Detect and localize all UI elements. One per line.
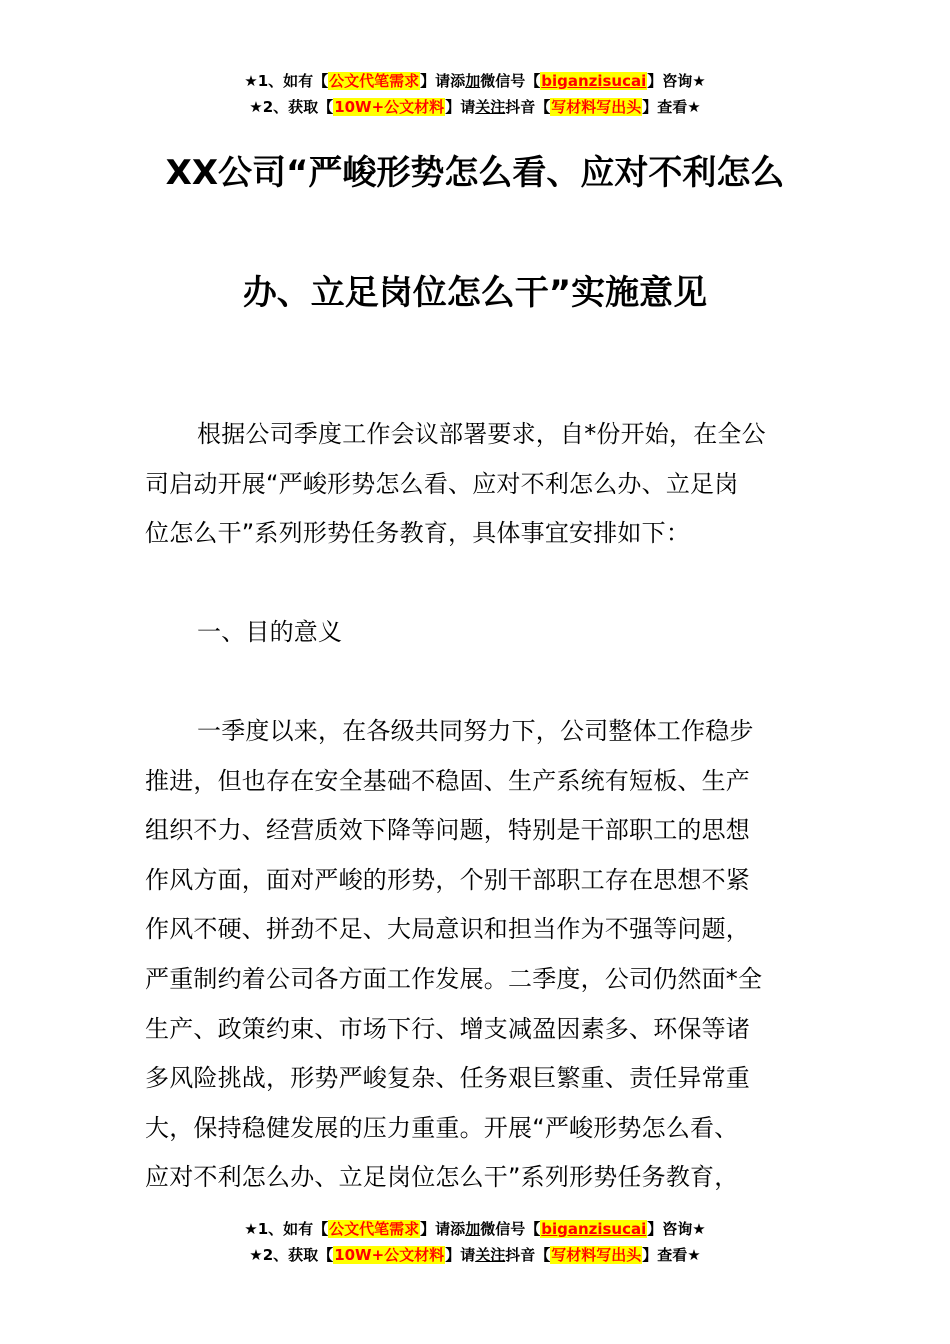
intro-paragraph	[145, 410, 810, 559]
banner-text: 】查看★	[642, 1246, 701, 1264]
banner-text: 】查看★	[642, 98, 701, 116]
highlight-materials: 10W+公文材料	[334, 1246, 445, 1264]
top-banner	[0, 68, 950, 120]
banner-line-2	[0, 1242, 950, 1268]
highlight-douyin: 写材料写出头	[551, 98, 642, 116]
banner-text: 】请	[445, 98, 476, 116]
banner-text: ★1、如有【	[244, 72, 329, 90]
wechat-id-link[interactable]: biganzisucai	[541, 1220, 647, 1238]
banner-line-2	[0, 94, 950, 120]
paragraph-line: 大，保持稳健发展的压力重重。开展“严峻形势怎么看、	[145, 1113, 739, 1142]
wechat-id-link[interactable]: biganzisucai	[541, 72, 647, 90]
banner-text: ★2、获取【	[249, 1246, 334, 1264]
paragraph-line: 作风方面，面对严峻的形势，个别干部职工存在思想不紧	[145, 865, 750, 894]
document-title-line-2: 办、立足岗位怎么干”实施意见	[242, 273, 708, 313]
bottom-banner	[0, 1216, 950, 1268]
highlight-douyin: 写材料写出头	[551, 1246, 642, 1264]
paragraph-line: 根据公司季度工作会议部署要求，自*份开始，在全公	[197, 420, 766, 448]
paragraph-line: 一季度以来，在各级共同努力下，公司整体工作稳步	[197, 717, 754, 745]
purpose-paragraph	[145, 707, 810, 1203]
banner-line-1	[0, 68, 950, 94]
banner-text: ★1、如有【	[244, 1220, 329, 1238]
paragraph-line: 作风不硬、拼劲不足、大局意识和担当作为不强等问题，	[145, 915, 750, 944]
highlight-ghostwriting: 公文代笔需求	[329, 1220, 420, 1238]
paragraph-line: 应对不利怎么办、立足岗位怎么干”系列形势任务教育，	[145, 1163, 739, 1192]
banner-text: 抖音【	[505, 98, 551, 116]
banner-text: 】请添	[420, 1220, 466, 1238]
highlight-materials: 10W+公文材料	[334, 98, 445, 116]
paragraph-line: 生产、政策约束、市场下行、增支减盈因素多、环保等诸	[145, 1014, 750, 1043]
banner-text: 】咨询★	[647, 1220, 706, 1238]
heading-text: 一、目的意义	[197, 618, 343, 646]
paragraph-line: 位怎么干”系列形势任务教育，具体事宜安排如下：	[145, 519, 691, 548]
banner-text: 】咨询★	[647, 72, 706, 90]
document-title-line-1: XX公司“严峻形势怎么看、应对不利怎么	[165, 153, 785, 193]
highlight-ghostwriting: 公文代笔需求	[329, 72, 420, 90]
paragraph-line: 推进，但也存在安全基础不稳固、生产系统有短板、生产	[145, 766, 750, 795]
banner-text: 微信号【	[480, 72, 541, 90]
banner-text: 抖音【	[505, 1246, 551, 1264]
banner-text: 关注	[475, 1246, 506, 1264]
paragraph-line: 司启动开展“严峻形势怎么看、应对不利怎么办、立足岗	[145, 469, 739, 498]
paragraph-line: 组织不力、经营质效下降等问题，特别是干部职工的思想	[145, 816, 750, 845]
banner-text: 加	[465, 1220, 481, 1238]
banner-text: 】请添	[420, 72, 466, 90]
banner-text: ★2、获取【	[249, 98, 334, 116]
paragraph-line: 多风险挑战，形势严峻复杂、任务艰巨繁重、责任异常重	[145, 1064, 750, 1093]
paragraph-line: 严重制约着公司各方面工作发展。二季度，公司仍然面*全	[145, 964, 763, 993]
banner-text: 】请	[445, 1246, 476, 1264]
section-heading	[145, 608, 810, 658]
banner-line-1	[0, 1216, 950, 1242]
banner-text: 关注	[475, 98, 506, 116]
banner-text: 微信号【	[480, 1220, 541, 1238]
banner-text: 加	[465, 72, 481, 90]
